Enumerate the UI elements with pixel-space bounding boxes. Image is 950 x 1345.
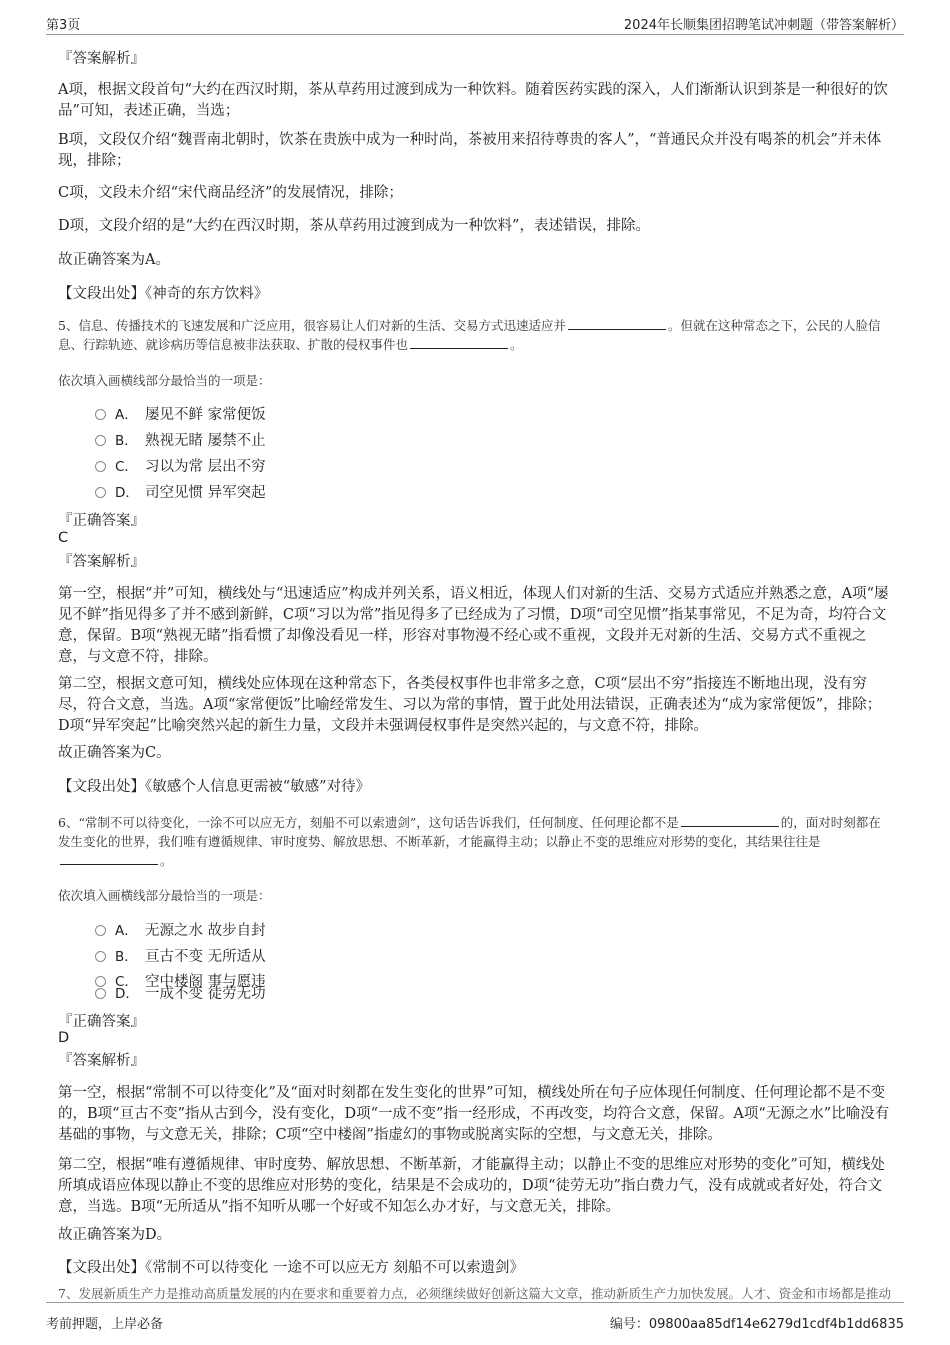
q5-conclusion: 故正确答案为C。 <box>58 745 171 761</box>
radio-icon[interactable] <box>95 487 106 498</box>
option-letter: A． <box>115 923 138 939</box>
option-letter: D． <box>115 986 139 1002</box>
radio-icon[interactable] <box>95 435 106 446</box>
q5-analysis-label: 『答案解析』 <box>58 554 145 570</box>
option-text: 亘古不变 无所适从 <box>145 949 266 965</box>
q5-source: 【文段出处】《敏感个人信息更需被“敏感”对待》 <box>58 779 371 795</box>
q6-stem-part-a: 6、“常制不可以待变化，一涂不可以应无方，刻船不可以索遗剑”，这句话告诉我们，任何制度、任何理论都不是 <box>58 815 679 830</box>
q5-option-d[interactable] <box>95 484 266 502</box>
option-letter: D． <box>115 485 139 501</box>
q6-stem-part-b: 的，面对时刻都在发生变化的世界，我们唯有遵循规律、审时度势、解放思想、不断革新，才能赢得主动；以静止不变的思维应对形势的变化，其结果往往是 <box>58 815 881 849</box>
option-text: 无源之水 故步自封 <box>145 923 266 939</box>
q6-conclusion: 故正确答案为D。 <box>58 1227 172 1243</box>
q6-analysis-label: 『答案解析』 <box>58 1053 145 1069</box>
radio-icon[interactable] <box>95 988 106 999</box>
q6-option-a[interactable] <box>95 922 266 940</box>
q4-analysis-p4: D项，文段介绍的是“大约在西汉时期，茶从草药用过渡到成为一种饮料”，表述错误，排除。 <box>58 218 650 234</box>
q6-blank-1 <box>681 814 779 827</box>
radio-icon[interactable] <box>95 951 106 962</box>
q5-stem-part-b: 。但就在这种常态之下，公民的人脸信息、行踪轨迹、就诊病历等信息被非法获取、扩散的侵权事件也 <box>58 318 881 352</box>
radio-icon[interactable] <box>95 925 106 936</box>
q5-option-c[interactable] <box>95 458 266 476</box>
q4-source: 【文段出处】《神奇的东方饮料》 <box>58 286 269 302</box>
option-letter: B． <box>115 433 138 449</box>
footer-slogan: 考前押题，上岸必备 <box>46 1317 164 1332</box>
q5-stem-part-c: 。 <box>510 337 523 352</box>
q6-analysis-p1: 第一空，根据“常制不可以待变化”及“面对时刻都在发生变化的世界”可知，横线处所在句子应体现任何制度、任何理论都不是不变的，B项“亘古不变”指从古到今，没有变化，D项“一成不变”指一经形成，不再改变，均符合文意，保留。A项“无源之水”比喻没有基础的事物，与文意无关，排除；C项“空中楼阁”指虚幻的事物或脱离实际的空想，与文意无关，排除。 <box>58 1085 890 1143</box>
option-letter: B． <box>115 949 138 965</box>
option-text: 习以为常 层出不穷 <box>145 459 266 475</box>
q5-instruction: 依次填入画横线部分最恰当的一项是： <box>58 373 271 388</box>
q4-analysis-p2: B项，文段仅介绍“魏晋南北朝时，饮茶在贵族中成为一种时尚，茶被用来招待尊贵的客人”，“普通民众并没有喝茶的机会”并未体现，排除； <box>58 132 882 169</box>
page-header <box>46 12 904 35</box>
q6-source: 【文段出处】《常制不可以待变化 一途不可以应无方 刻船不可以索遗剑》 <box>58 1260 524 1276</box>
q7-stem-partial: 7、发展新质生产力是推动高质量发展的内在要求和重要着力点，必须继续做好创新这篇大文章，推动新质生产力加快发展。人才、资金和市场都是推动 <box>58 1286 891 1301</box>
option-letter: A． <box>115 407 138 423</box>
q6-blank-2 <box>60 852 158 865</box>
q6-stem <box>58 813 892 870</box>
q5-stem <box>58 316 892 354</box>
page-number: 第3页 <box>46 18 81 33</box>
q5-correct-label: 『正确答案』 <box>58 513 145 529</box>
q4-analysis-label: 『答案解析』 <box>58 51 145 67</box>
q7-partial-text <box>58 1286 892 1301</box>
radio-icon[interactable] <box>95 409 106 420</box>
page-footer <box>46 1302 904 1333</box>
option-text: 熟视无睹 屡禁不止 <box>145 433 266 449</box>
option-text: 屡见不鲜 家常便饭 <box>145 407 266 423</box>
q6-option-d[interactable] <box>95 985 266 1003</box>
q5-blank-1 <box>568 317 666 330</box>
q5-analysis-p2: 第二空，根据文意可知，横线处应体现在这种常态下，各类侵权事件也非常多之意，C项“层出不穷”指接连不断地出现，没有穷尽，符合文意，当选。A项“家常便饭”比喻经常发生、习以为常的事情，置于此处用法错误，正确表述为“成为家常便饭”，排除；D项“异军突起”比喻突然兴起的新生力量，文段并未强调侵权事件是突然兴起的，与文意不符，排除。 <box>58 676 882 734</box>
q5-blank-2 <box>410 336 508 349</box>
q5-option-b[interactable] <box>95 432 266 450</box>
q6-correct-label: 『正确答案』 <box>58 1014 145 1030</box>
option-text: 司空见惯 异军突起 <box>145 485 266 501</box>
q5-correct-answer: C <box>58 530 69 546</box>
q6-instruction: 依次填入画横线部分最恰当的一项是： <box>58 888 271 903</box>
q5-stem-part-a: 5、信息、传播技术的飞速发展和广泛应用，很容易让人们对新的生活、交易方式迅速适应并 <box>58 318 566 333</box>
q4-analysis-p3: C项，文段未介绍“宋代商品经济”的发展情况，排除； <box>58 185 403 201</box>
q6-correct-answer: D <box>58 1030 70 1046</box>
q6-analysis-p2: 第二空，根据“唯有遵循规律、审时度势、解放思想、不断革新，才能赢得主动；以静止不变的思维应对形势的变化”可知，横线处所填成语应体现以静止不变的思维应对形势的变化，结果是不会成功的，D项“徒劳无功”指白费力气，没有成就或者好处，符合文意，当选。B项“无所适从”指不知听从哪一个好或不知怎么办才好，与文意无关，排除。 <box>58 1157 885 1215</box>
option-text: 空中楼阁 事与愿违 <box>145 974 266 990</box>
document-id: 编号：09800aa85df14e6279d1cdf4b1dd6835 <box>609 1317 904 1332</box>
q4-conclusion: 故正确答案为A。 <box>58 252 170 268</box>
option-text: 一成不变 徒劳无功 <box>145 986 266 1002</box>
q6-option-b[interactable] <box>95 948 266 966</box>
option-letter: C． <box>115 974 138 990</box>
q5-analysis-p1: 第一空，根据“并”可知，横线处与“迅速适应”构成并列关系，语义相近，体现人们对新的生活、交易方式适应并熟悉之意，A项“屡见不鲜”指见得多了并不感到新鲜，C项“习以为常”指见得多了已经成为了习惯，D项“司空见惯”指某事常见，不足为奇，均符合文意，保留。B项“熟视无睹”指看惯了却像没看见一样，形容对事物漫不经心或不重视，文段并无对新的生活、交易方式不重视之意，与文意不符，排除。 <box>58 586 889 665</box>
document-title: 2024年长顺集团招聘笔试冲刺题（带答案解析） <box>623 18 904 33</box>
option-letter: C． <box>115 459 138 475</box>
radio-icon[interactable] <box>95 461 106 472</box>
q6-stem-part-c: 。 <box>160 853 173 868</box>
q5-option-a[interactable] <box>95 406 266 424</box>
q4-analysis-p1: A项，根据文段首句“大约在西汉时期，茶从草药用过渡到成为一种饮料。随着医药实践的深入，人们渐渐认识到茶是一种很好的饮品”可知，表述正确，当选； <box>58 82 888 119</box>
